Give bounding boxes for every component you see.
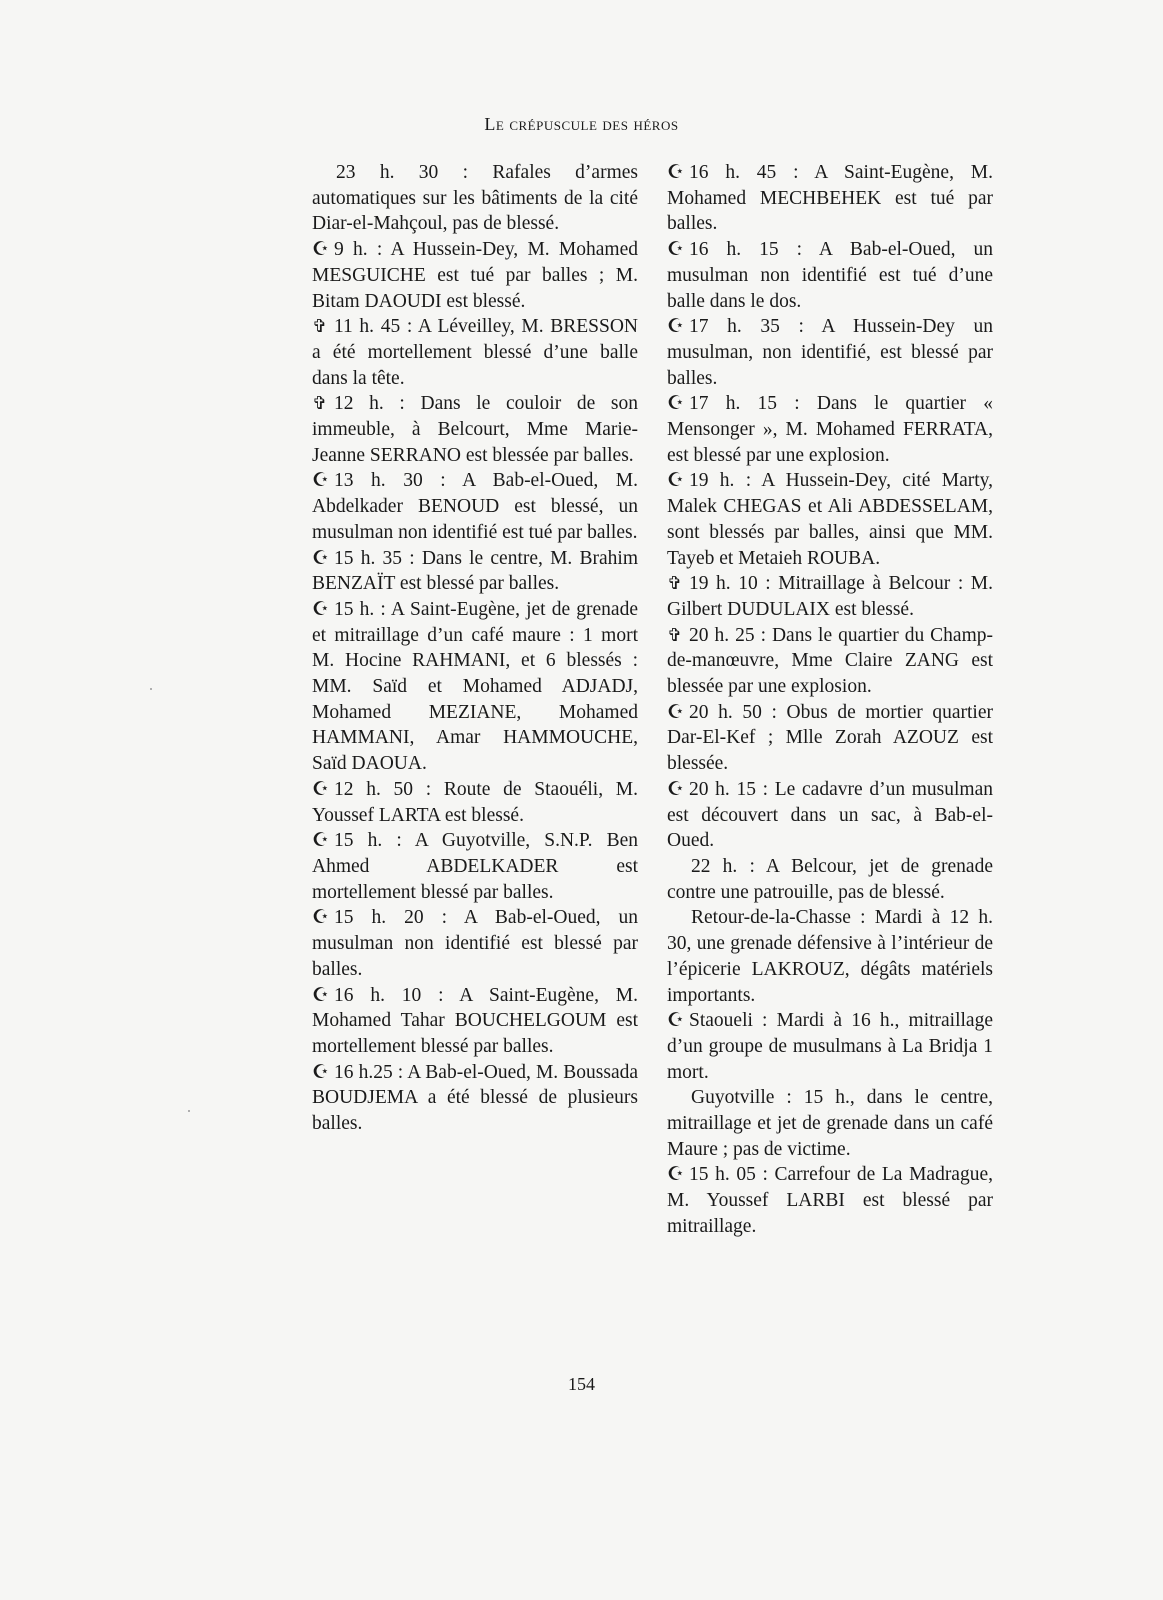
crescent-icon: ☪ [312, 469, 330, 492]
chronicle-entry-text: 20 h. 50 : Obus de mortier quartier Dar-El-Kef ; Mlle Zorah AZOUZ est blessée. [667, 701, 993, 775]
crescent-icon: ☪ [312, 906, 330, 929]
cross-icon: ✞ [312, 393, 328, 415]
cross-icon: ✞ [667, 573, 683, 595]
chronicle-entry [667, 237, 993, 314]
chronicle-entry-text: 23 h. 30 : Rafales d’armes automatiques sur les bâtiments de la cité Diar-el-Mahçoul, pas de blessé. [312, 162, 638, 235]
chronicle-entry-text: 22 h. : A Belcour, jet de grenade contre une patrouille, pas de blessé. [667, 855, 993, 903]
page-number: 154 [568, 1374, 595, 1394]
chronicle-entry [667, 623, 993, 700]
crescent-icon: ☪ [312, 1060, 330, 1083]
chronicle-entry-text: Staoueli : Mardi à 16 h., mitraillage d’un groupe de musulmans à La Bridja 1 mort. [667, 1010, 993, 1083]
chronicle-entry-text: 13 h. 30 : A Bab-el-Oued, M. Abdelkader BENOUD est blessé, un musulman non identifié est tué par balles. [312, 470, 638, 543]
chronicle-entry [312, 597, 638, 777]
chronicle-entry [667, 160, 993, 237]
chronicle-entry [667, 1162, 993, 1239]
crescent-icon: ☪ [312, 597, 330, 620]
chronicle-entry-text: Retour-de-la-Chasse : Mardi à 12 h. 30, une grenade défensive à l’intérieur de l’épicerie LAKROUZ, dégâts matériels importants. [667, 907, 993, 1006]
chronicle-entry-text: 19 h. : A Hussein-Dey, cité Marty, Malek CHEGAS et Ali ABDESSELAM, sont blessés par balles, ainsi que MM. Tayeb et Metaieh ROUBA. [667, 470, 993, 569]
crescent-icon: ☪ [667, 1163, 685, 1186]
speck [150, 688, 152, 690]
running-header [0, 114, 1163, 135]
chronicle-entry-text: 15 h. : A Guyotville, S.N.P. Ben Ahmed ABDELKADER est mortellement blessé par balles. [312, 830, 638, 903]
chronicle-entry [312, 1060, 638, 1137]
chronicle-entry-text: 11 h. 45 : A Léveilley, M. BRESSON a été mortellement blessé d’une balle dans la tête. [312, 316, 638, 389]
chronicle-entry-text: 15 h. 35 : Dans le centre, M. Brahim BENZAÏT est blessé par balles. [312, 547, 638, 595]
chronicle-entry-text: 16 h. 15 : A Bab-el-Oued, un musulman non identifié est tué d’une balle dans le dos. [667, 239, 993, 312]
chronicle-entry [312, 237, 638, 314]
chronicle-entry [667, 391, 993, 468]
crescent-icon: ☪ [312, 546, 330, 569]
chronicle-entry [667, 777, 993, 854]
crescent-icon: ☪ [667, 469, 685, 492]
chronicle-entry [667, 1085, 993, 1162]
chronicle-entry-text: 9 h. : A Hussein-Dey, M. Mohamed MESGUICHE est tué par balles ; M. Bitam DAOUDI est blessé. [312, 239, 638, 312]
cross-icon: ✞ [312, 316, 328, 338]
chronicle-entry-text: 17 h. 15 : Dans le quartier « Mensonger », M. Mohamed FERRATA, est blessé par une explosion. [667, 393, 993, 466]
chronicle-entry [667, 571, 993, 622]
crescent-icon: ☪ [667, 392, 685, 415]
chronicle-entry [312, 905, 638, 982]
chronicle-entry-text: 16 h.25 : A Bab-el-Oued, M. Boussada BOUDJEMA a été blessé de plusieurs balles. [312, 1061, 638, 1135]
chronicle-entry [312, 391, 638, 468]
crescent-icon: ☪ [312, 238, 330, 261]
chronicle-entry-text: 20 h. 25 : Dans le quartier du Champ-de-manœuvre, Mme Claire ZANG est blessée par une explosion. [667, 624, 993, 698]
chronicle-entry [312, 777, 638, 828]
cross-icon: ✞ [667, 624, 683, 646]
crescent-icon: ☪ [667, 1009, 685, 1032]
left-column [312, 160, 638, 1137]
crescent-icon: ☪ [667, 700, 685, 723]
chronicle-entry-text: 12 h. 50 : Route de Staouéli, M. Youssef LARTA est blessé. [312, 778, 638, 826]
chronicle-entry [667, 314, 993, 391]
chronicle-entry-text: 12 h. : Dans le couloir de son immeuble, à Belcourt, Mme Marie-Jeanne SERRANO est blessée par balles. [312, 393, 638, 466]
chronicle-entry [312, 546, 638, 597]
chronicle-entry-text: 15 h. : A Saint-Eugène, jet de grenade et mitraillage d’un café maure : 1 mort M. Hocine RAHMANI, et 6 blessés : MM. Saïd et Mohamed ADJADJ, Mohamed MEZIANE, Mohamed HAMMANI, Amar HAMMOUCHE, Saïd DAOUA. [312, 598, 638, 775]
crescent-icon: ☪ [667, 777, 685, 800]
chronicle-entry [667, 700, 993, 777]
chronicle-entry-text: 16 h. 45 : A Saint-Eugène, M. Mohamed MECHBEHEK est tué par balles. [667, 162, 993, 235]
crescent-icon: ☪ [312, 829, 330, 852]
chronicle-entry-text: 16 h. 10 : A Saint-Eugène, M. Mohamed Tahar BOUCHELGOUM est mortellement blessé par balles. [312, 984, 638, 1057]
crescent-icon: ☪ [312, 777, 330, 800]
crescent-icon: ☪ [312, 983, 330, 1006]
chronicle-entry [312, 468, 638, 545]
crescent-icon: ☪ [667, 238, 685, 261]
right-column [667, 160, 993, 1240]
chronicle-entry-text: 19 h. 10 : Mitraillage à Belcour : M. Gilbert DUDULAIX est blessé. [667, 573, 993, 620]
chronicle-entry-text: 15 h. 20 : A Bab-el-Oued, un musulman non identifié est blessé par balles. [312, 907, 638, 980]
chronicle-entry [312, 160, 638, 237]
chronicle-entry-text: Guyotville : 15 h., dans le centre, mitraillage et jet de grenade dans un café Maure ; pas de victime. [667, 1087, 993, 1160]
crescent-icon: ☪ [667, 161, 685, 183]
chronicle-entry [312, 828, 638, 905]
speck [188, 1110, 190, 1112]
chronicle-entry-text: 17 h. 35 : A Hussein-Dey un musulman, non identifié, est blessé par balles. [667, 316, 993, 389]
chronicle-entry [667, 854, 993, 905]
chronicle-entry-text: 15 h. 05 : Carrefour de La Madrague, M. Youssef LARBI est blessé par mitraillage. [667, 1164, 993, 1237]
running-header-title: Le crépuscule des héros [484, 114, 679, 134]
chronicle-entry-text: 20 h. 15 : Le cadavre d’un musulman est découvert dans un sac, à Bab-el-Oued. [667, 778, 993, 852]
chronicle-entry [312, 314, 638, 391]
chronicle-entry [667, 468, 993, 571]
chronicle-entry [667, 1008, 993, 1085]
chronicle-entry [312, 983, 638, 1060]
chronicle-entry [667, 905, 993, 1008]
crescent-icon: ☪ [667, 315, 685, 338]
